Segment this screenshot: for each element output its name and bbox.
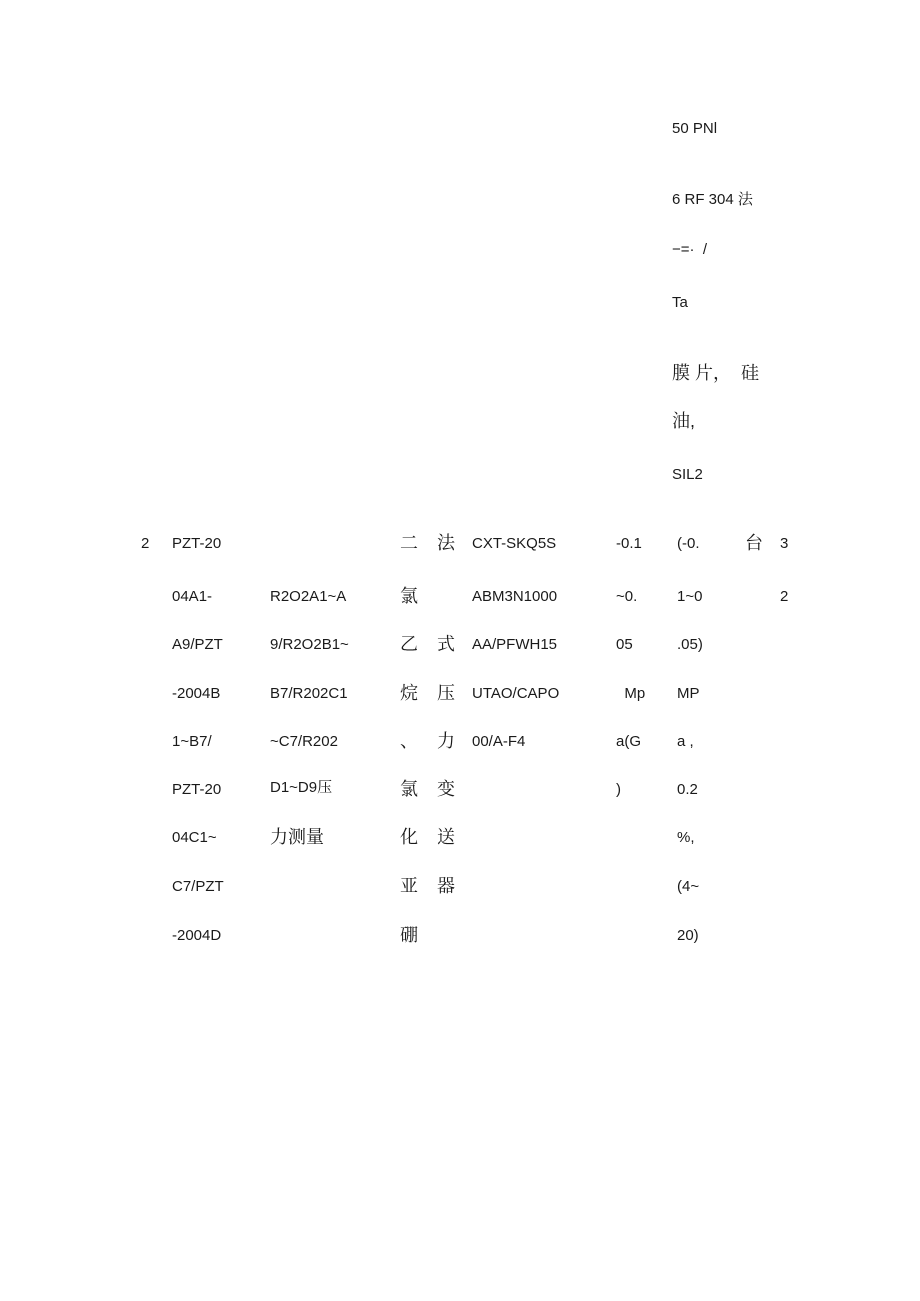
model-line: ABM3N1000 — [472, 588, 558, 605]
spec-line: MP — [677, 685, 700, 702]
range-line: Mp — [616, 685, 646, 702]
spec-line: (-0. — [677, 535, 700, 552]
type-char: 器 — [437, 876, 455, 896]
tag-line: 04C1~ — [172, 829, 217, 846]
model-line: UTAO/CAPO — [472, 685, 560, 702]
top-cell-line: 6 RF 304 法 — [672, 191, 753, 208]
top-cell-line: SIL2 — [672, 466, 703, 483]
tag-line: 04A1- — [172, 588, 213, 605]
spec-line: 1~0 — [677, 588, 703, 605]
tag-line: A9/PZT — [172, 636, 223, 653]
spec-line: (4~ — [677, 878, 700, 895]
medium-char: 氯 — [400, 779, 418, 799]
medium-char: 亚 — [400, 876, 418, 896]
tag-line: C7/PZT — [172, 878, 224, 895]
range-line: 05 — [616, 636, 633, 653]
loop-line: 9/R2O2B1~ — [270, 636, 349, 653]
qty-line: 2 — [780, 588, 789, 605]
spec-line: 20) — [677, 927, 699, 944]
spec-line: 0.2 — [677, 781, 698, 798]
tag-line: PZT-20 — [172, 535, 222, 552]
medium-char: 、 — [400, 731, 418, 751]
tag-line: -2004B — [172, 685, 221, 702]
type-char: 法 — [437, 533, 455, 553]
type-char: 力 — [437, 731, 455, 751]
medium-char: 硼 — [400, 925, 418, 945]
range-line: ~0. — [616, 588, 638, 605]
model-line: CXT-SKQ5S — [472, 535, 557, 552]
range-line: -0.1 — [616, 535, 642, 552]
range-line: a(G — [616, 733, 642, 750]
model-line: 00/A-F4 — [472, 733, 526, 750]
row-index: 2 — [141, 535, 150, 552]
spec-line: .05) — [677, 636, 703, 653]
type-char: 压 — [437, 683, 455, 703]
unit-label: 台 — [745, 533, 763, 553]
top-cell-line: 油, — [672, 411, 696, 431]
top-cell-line: 膜 片， 硅 — [672, 363, 760, 383]
top-cell-line: 50 PNl — [672, 120, 718, 137]
loop-line: B7/R202C1 — [270, 685, 348, 702]
medium-char: 化 — [400, 827, 418, 847]
spec-line: a , — [677, 733, 694, 750]
qty-line: 3 — [780, 535, 789, 552]
type-char: 式 — [437, 634, 455, 654]
loop-line: 力测量 — [270, 827, 324, 847]
range-line: ) — [616, 781, 621, 798]
top-cell-line: −=· / — [672, 241, 708, 258]
type-char: 变 — [437, 779, 455, 799]
tag-line: 1~B7/ — [172, 733, 212, 750]
loop-line: D1~D9压 — [270, 779, 333, 796]
spec-line: %, — [677, 829, 695, 846]
loop-line: R2O2A1~A — [270, 588, 347, 605]
medium-char: 氯 — [400, 586, 418, 606]
tag-line: PZT-20 — [172, 781, 222, 798]
tag-line: -2004D — [172, 927, 222, 944]
type-char: 送 — [437, 827, 455, 847]
loop-line: ~C7/R202 — [270, 733, 338, 750]
medium-char: 二 — [400, 533, 418, 553]
top-cell-line: Ta — [672, 294, 688, 311]
medium-char: 烷 — [400, 683, 418, 703]
model-line: AA/PFWH15 — [472, 636, 558, 653]
medium-char: 乙 — [400, 634, 418, 654]
